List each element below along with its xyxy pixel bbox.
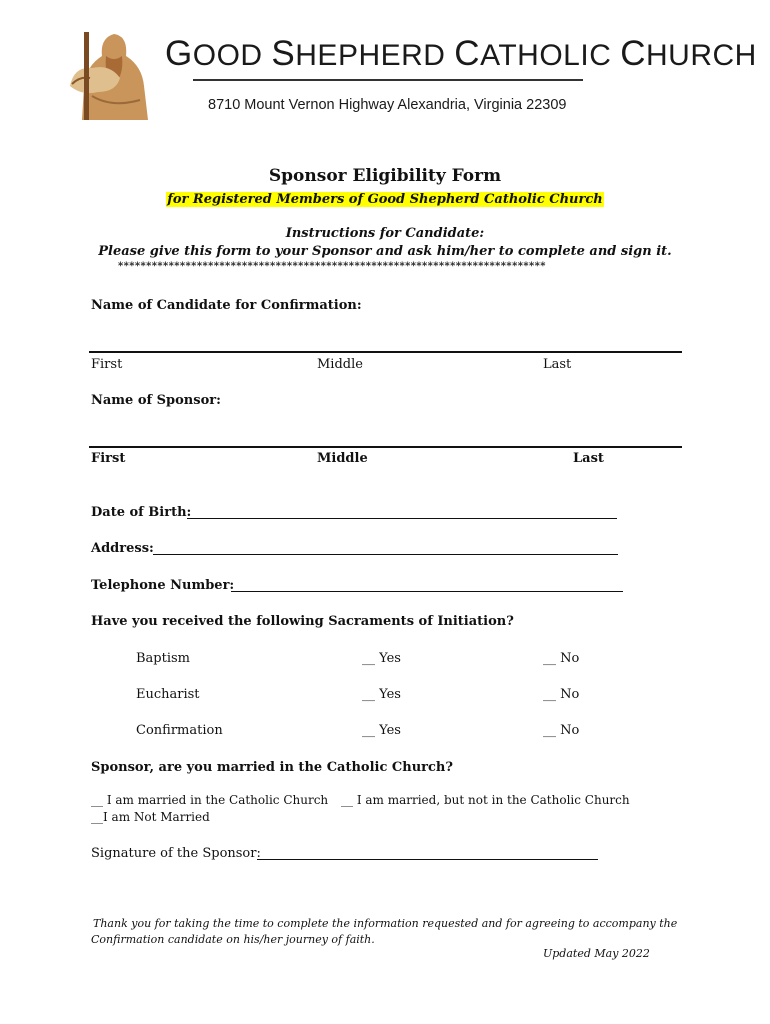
- candidate-name-line[interactable]: [89, 351, 682, 353]
- form-subtitle-wrap: [0, 188, 770, 207]
- sacrament-no-option[interactable]: __ No: [543, 687, 580, 702]
- candidate-first-label: First: [91, 357, 123, 372]
- header-divider: [193, 79, 583, 81]
- sacraments-question: Have you received the following Sacraments of Initiation?: [91, 614, 514, 629]
- thanks-line-2: Confirmation candidate on his/her journey of faith.: [91, 933, 375, 946]
- sponsor-last-label: Last: [573, 451, 604, 466]
- separator-stars: ****************************************************************************: [118, 261, 546, 272]
- form-title: Sponsor Eligibility Form: [268, 166, 502, 186]
- dob-field[interactable]: [187, 518, 617, 519]
- sacrament-yes-option[interactable]: __ Yes: [362, 723, 401, 738]
- thanks-line-1: Thank you for taking the time to complete the information requested and for agreeing to accompany the: [93, 917, 678, 930]
- sacrament-yes-option[interactable]: __ Yes: [362, 687, 401, 702]
- candidate-name-label: Name of Candidate for Confirmation:: [91, 298, 362, 313]
- instructions-heading: Instructions for Candidate:: [285, 226, 485, 241]
- candidate-middle-label: Middle: [317, 357, 363, 372]
- married-in-church-option[interactable]: __ I am married in the Catholic Church: [91, 793, 329, 807]
- sponsor-middle-label: Middle: [317, 451, 368, 466]
- sacrament-no-option[interactable]: __ No: [543, 651, 580, 666]
- church-address: 8710 Mount Vernon Highway Alexandria, Virginia 22309: [208, 97, 567, 113]
- marriage-question: Sponsor, are you married in the Catholic Church?: [91, 760, 453, 775]
- sacrament-no-option[interactable]: __ No: [543, 723, 580, 738]
- address-field[interactable]: [153, 554, 618, 555]
- signature-label: Signature of the Sponsor:: [91, 846, 261, 861]
- candidate-last-label: Last: [543, 357, 572, 372]
- signature-field[interactable]: [257, 859, 598, 860]
- instructions-text: Please give this form to your Sponsor and ask him/her to complete and sign it.: [98, 244, 672, 259]
- sacrament-name: Baptism: [136, 651, 191, 666]
- dob-label: Date of Birth:: [91, 505, 192, 520]
- telephone-field[interactable]: [231, 591, 623, 592]
- church-name: GOOD SHEPHERD CATHOLIC CHURCH: [165, 34, 757, 73]
- sacrament-name: Eucharist: [136, 687, 200, 702]
- sponsor-name-line[interactable]: [89, 446, 682, 448]
- good-shepherd-logo: [62, 26, 157, 120]
- form-subtitle: for Registered Members of Good Shepherd Catholic Church: [167, 192, 603, 207]
- sacrament-yes-option[interactable]: __ Yes: [362, 651, 401, 666]
- married-not-in-church-option[interactable]: __ I am married, but not in the Catholic Church: [341, 793, 630, 807]
- updated-date: Updated May 2022: [543, 947, 650, 960]
- sponsor-first-label: First: [91, 451, 126, 466]
- telephone-label: Telephone Number:: [91, 578, 235, 593]
- sponsor-name-label: Name of Sponsor:: [91, 393, 221, 408]
- address-label: Address:: [91, 541, 154, 556]
- sacrament-name: Confirmation: [136, 723, 223, 738]
- not-married-option[interactable]: __I am Not Married: [91, 810, 210, 824]
